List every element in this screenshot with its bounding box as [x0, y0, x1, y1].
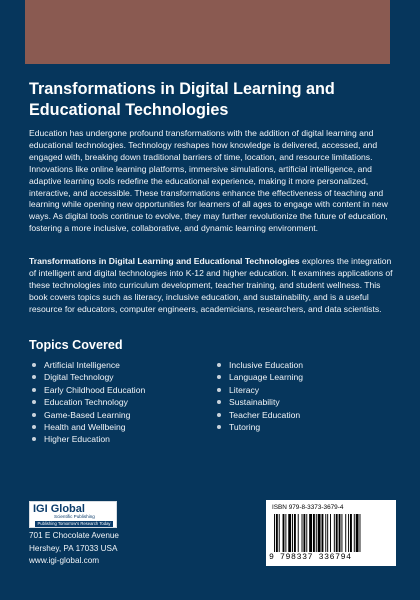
publisher-logo-sub: Scientific Publishing	[54, 514, 95, 519]
bullet-icon	[217, 400, 221, 404]
barcode-bar	[316, 514, 317, 552]
barcode-bar	[354, 514, 355, 552]
bullet-icon	[217, 363, 221, 367]
barcode-box	[266, 500, 396, 566]
barcode-bar	[283, 514, 285, 552]
topic-label: Teacher Education	[229, 409, 301, 420]
bullet-icon	[217, 425, 221, 429]
barcode-bar	[336, 514, 338, 552]
barcode-digits: 9 798337 336794	[269, 553, 352, 562]
topic-item	[217, 409, 377, 421]
book-summary	[29, 256, 396, 316]
bullet-icon	[217, 375, 221, 379]
book-title	[29, 79, 399, 121]
barcode-bar	[341, 514, 342, 552]
topics-list-left	[32, 359, 202, 446]
barcode-bar	[330, 514, 331, 552]
topic-item	[217, 396, 377, 408]
barcode-bar	[294, 514, 296, 552]
address-line2: Hershey, PA 17033 USA	[29, 543, 118, 553]
barcode-bar	[345, 514, 346, 552]
topic-label: Higher Education	[44, 434, 110, 445]
barcode-bar	[339, 514, 341, 552]
barcode-bar	[360, 514, 361, 552]
publisher-logo	[29, 501, 117, 528]
bullet-icon	[217, 413, 221, 417]
barcode-bar	[292, 514, 293, 552]
barcode-bar	[302, 514, 303, 552]
publisher-logo-tagline: Publishing Tomorrow's Research Today	[35, 521, 113, 527]
barcode-bar	[313, 514, 315, 552]
topic-label: Early Childhood Education	[44, 384, 146, 395]
topic-label: Game-Based Learning	[44, 409, 131, 420]
publisher-address	[29, 530, 119, 568]
topic-label: Sustainability	[229, 397, 280, 408]
address-line1: 701 E Chocolate Avenue	[29, 531, 119, 540]
barcode-bar	[285, 514, 286, 552]
barcode-bar	[318, 514, 321, 552]
topic-label: Artificial Intelligence	[44, 360, 120, 370]
book-title-line2: Educational Technologies	[29, 101, 229, 119]
publisher-website: www.igi-global.com	[29, 556, 100, 565]
barcode-bar	[325, 514, 326, 552]
book-title-line1: Transformations in Digital Learning and	[29, 80, 335, 98]
bullet-icon	[32, 413, 36, 417]
publisher-logo-name: IGI Global	[33, 503, 85, 515]
topic-label: Language Learning	[229, 372, 304, 383]
barcode-bar	[350, 514, 352, 552]
topic-item	[32, 433, 202, 445]
barcode-bar	[298, 514, 299, 552]
bullet-icon	[32, 375, 36, 379]
bullet-icon	[32, 363, 36, 367]
topic-item	[217, 421, 377, 433]
bullet-icon	[32, 437, 36, 441]
topic-item	[217, 384, 377, 396]
barcode-bar	[288, 514, 291, 552]
topic-item	[32, 396, 202, 408]
topic-item	[217, 371, 377, 383]
topics-list-right	[217, 359, 377, 433]
barcode-bar	[327, 514, 328, 552]
topic-label: Literacy	[229, 384, 260, 395]
topic-label: Health and Wellbeing	[44, 422, 126, 433]
barcode-bar	[356, 514, 359, 552]
barcode-bar	[334, 514, 335, 552]
topic-item	[32, 421, 202, 433]
topic-item	[217, 359, 377, 371]
barcode-bar	[276, 514, 278, 552]
bullet-icon	[32, 388, 36, 392]
topic-item	[32, 384, 202, 396]
barcode-bar	[348, 514, 349, 552]
book-description: Education has undergone profound transformations with the addition of digital learning and educational technologies. Technology reshapes how knowledge is delivered, accessed, and engaged with, breaking down traditional barriers of time, location, and resource limitations. Innovations like online learning platforms, immersive simulations, artificial intelligence, and adaptive learning tools redefine the educational experience, making it more personalized, interactive, and accessible. These transformations enhance the effectiveness of teaching and learning while opening new opportunities for learners of all ages to engage with content in new ways. As digital tools continue to evolve, they may further revolutionize the future of education, fostering a more inclusive, collaborative, and dynamic learning environment.	[29, 128, 388, 234]
barcode-bar	[274, 514, 275, 552]
bullet-icon	[32, 425, 36, 429]
barcode-bar	[309, 514, 312, 552]
barcode-bars	[274, 514, 390, 552]
isbn-label: ISBN 979-8-3373-3679-4	[272, 504, 344, 511]
barcode-bar	[279, 514, 280, 552]
topic-label: Tutoring	[229, 422, 261, 433]
bullet-icon	[217, 388, 221, 392]
topic-label: Education Technology	[44, 397, 128, 408]
summary-text: explores the integration of intelligent and digital technologies into K-12 and higher education. It examines applications of these technologies into curriculum development, teacher training, and student wellness. This book covers topics such as literacy, inclusive education, and sustainability, and is a useful resource for educators, computer engineers, academicians, researchers, and data scientists.	[29, 256, 393, 314]
barcode-bar	[322, 514, 324, 552]
cover-image-band	[25, 0, 390, 64]
topic-item	[32, 409, 202, 421]
barcode-bar	[306, 514, 307, 552]
topic-item	[32, 371, 202, 383]
summary-book-title: Transformations in Digital Learning and Educational Technologies	[29, 256, 300, 266]
barcode-bar	[303, 514, 305, 552]
topic-item	[32, 359, 202, 371]
topic-label: Inclusive Education	[229, 360, 304, 370]
topics-heading: Topics Covered	[29, 338, 123, 352]
topic-label: Digital Technology	[44, 372, 114, 383]
bullet-icon	[32, 400, 36, 404]
